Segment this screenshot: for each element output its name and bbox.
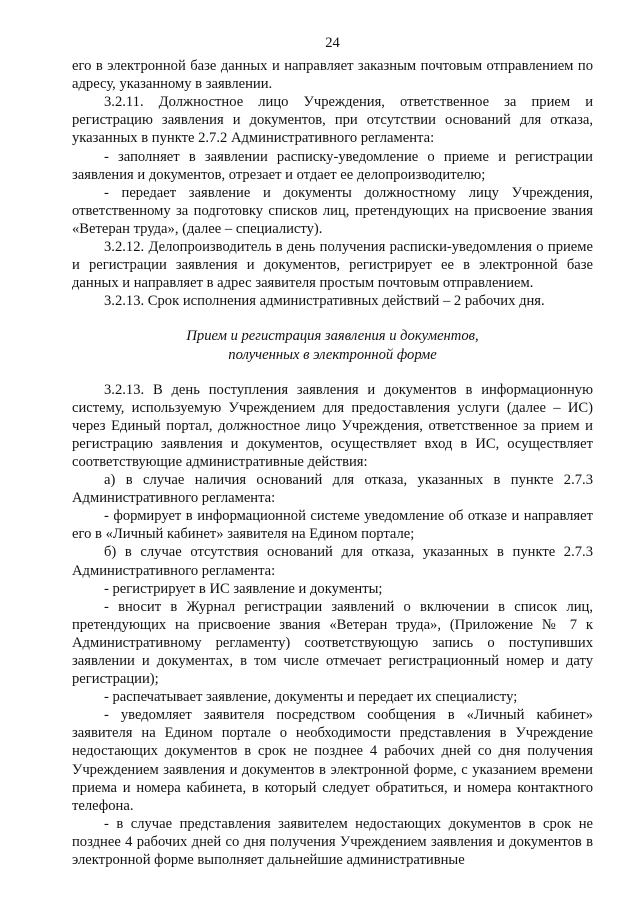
page-number: 24 — [325, 35, 340, 51]
list-item-missing-documents: - в случае представления заявителем недостающих документов в срок не позднее 4 рабочих дней со дня получения Учреждением заявления и документов в электронной форме выполняет дальнейшие административные — [72, 815, 593, 869]
list-item-register-in-is: - регистрирует в ИС заявление и документы; — [104, 580, 383, 597]
list-item-fill-receipt: - заполняет в заявлении расписку-уведомление о приеме и регистрации заявления и документов, отрезает и отдает ее делопроизводителю; — [72, 148, 593, 183]
list-item-transfer-documents: - передает заявление и документы должностному лицу Учреждения, ответственному за подготовку списков лиц, претендующих на присвоение звания «Ветеран труда», (далее – специалисту). — [72, 184, 593, 237]
section-heading-line-2: полученных в электронной форме — [228, 346, 437, 363]
list-item-notify-applicant: - уведомляет заявителя посредством сообщения в «Личный кабинет» заявителя на Едином портале о необходимости представления в Учреждение недостающих документов в срок не позднее 4 рабочих дней со дня получения Учреждением заявления и документов в электронной форме, с указанием времени приема и номера кабинета, в который следует обратиться, и номера контактного телефона. — [72, 707, 593, 814]
paragraph-3-2-13-electronic: 3.2.13. В день поступления заявления и документов в информационную систему, используемую Учреждением для предоставления услуги (далее – ИС) через Единый портал, должностное лицо Учреждения, ответственное за прием и регистрацию заявления и документов, осуществляет вход в ИС, осуществляет соответствующие административные действия: — [72, 381, 593, 470]
paragraph-3-2-13-term: 3.2.13. Срок исполнения административных действий – 2 рабочих дня. — [104, 293, 545, 310]
paragraph-3-2-12: 3.2.12. Делопроизводитель в день получения расписки-уведомления о приеме и регистрации заявления и документов, регистрирует ее в электронной базе данных и направляет в адрес заявителя простым почтовым отправлением. — [72, 239, 593, 292]
paragraph-3-2-11: 3.2.11. Должностное лицо Учреждения, ответственное за прием и регистрацию заявления и документов, при отсутствии оснований для отказа, указанных в пункте 2.7.2 Административного регламента: — [72, 94, 593, 147]
list-item-b: б) в случае отсутствия оснований для отказа, указанных в пункте 2.7.3 Административного регламента: — [72, 544, 593, 579]
document-page — [72, 34, 593, 869]
list-item-refusal-notice: - формирует в информационной системе уведомление об отказе и направляет его в «Личный кабинет» заявителя на Едином портале; — [72, 508, 593, 543]
section-heading-line-1: Прием и регистрация заявления и документов, — [186, 328, 479, 345]
list-item-print-documents: - распечатывает заявление, документы и передает их специалисту; — [104, 689, 518, 706]
list-item-journal-entry: - вносит в Журнал регистрации заявлений о включении в список лиц, претендующих на присвоение звания «Ветеран труда», (Приложение № 7 к Административному регламенту) соответствующую запись о поступивших заявлении и документах, в том числе отмечает регистрационный номер и дату регистрации); — [72, 598, 593, 688]
list-item-a: а) в случае наличия оснований для отказа, указанных в пункте 2.7.3 Административного регламента: — [72, 472, 593, 507]
section-heading — [72, 327, 593, 363]
paragraph-continuation: его в электронной базе данных и направляет заказным почтовым отправлением по адресу, указанному в заявлении. — [72, 58, 593, 93]
